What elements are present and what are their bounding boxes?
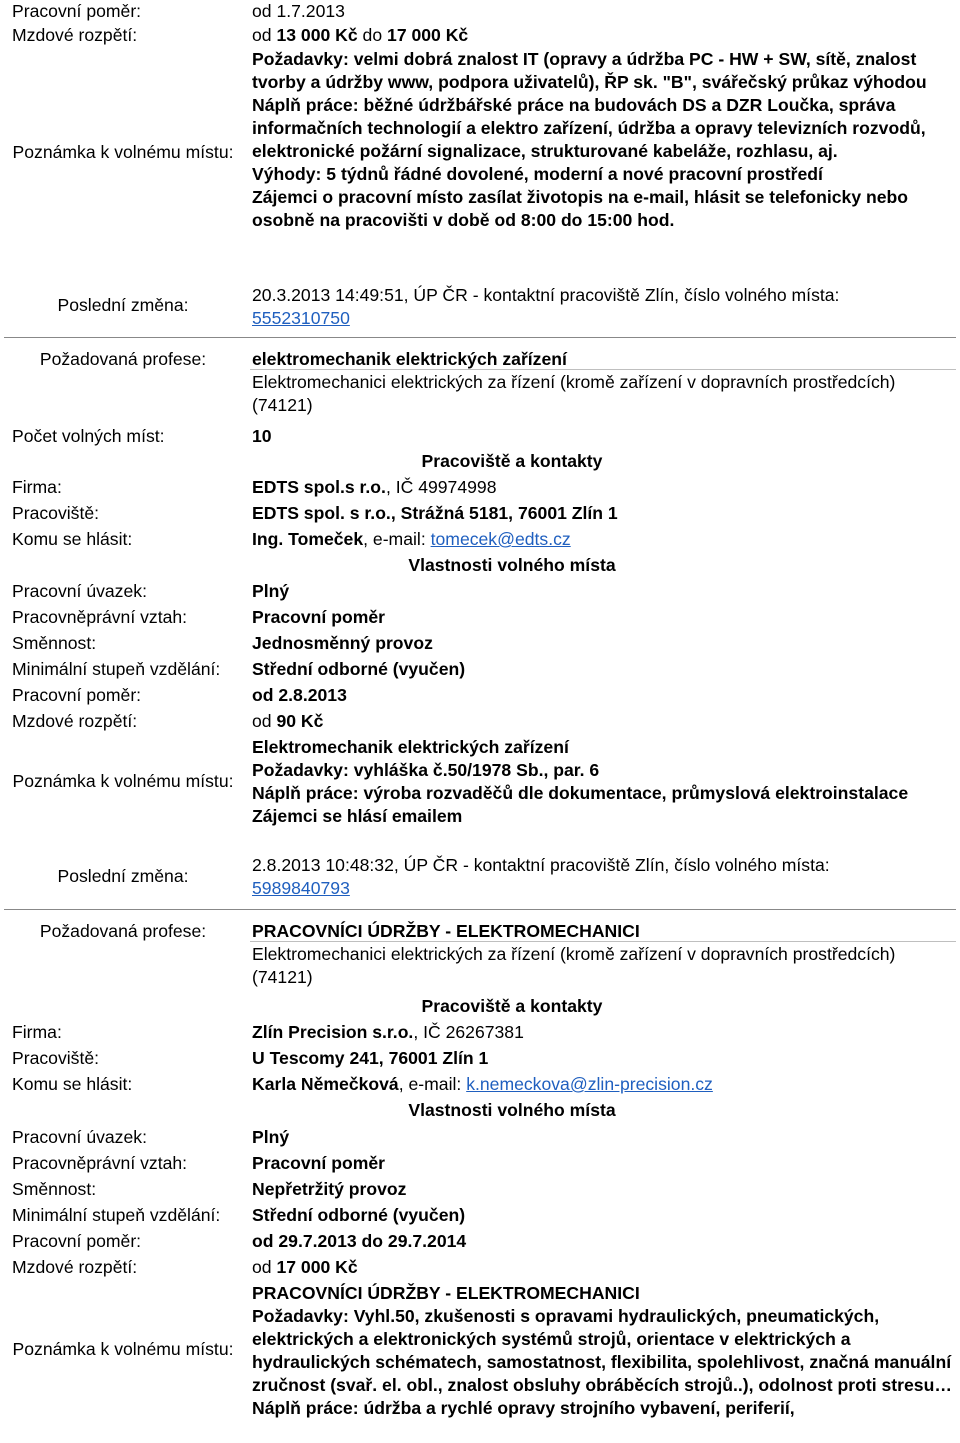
value-poznamka (252, 736, 952, 828)
poznamka-line: PRACOVNÍCI ÚDRŽBY - ELEKTROMECHANICI (252, 1283, 640, 1303)
value-pracovnepravni-vztah: Pracovní poměr (252, 607, 385, 627)
label-posledni-zmena: Poslední změna: (57, 295, 189, 315)
poznamka-line: Požadavky: vyhláška č.50/1978 Sb., par. 6 (252, 760, 600, 780)
label-komu-se-hlasit: Komu se hlásit: (12, 1074, 133, 1094)
poznamka-line: Náplň práce: výroba rozvaděčů dle dokumentace, průmyslová elektroinstalace (252, 783, 909, 803)
label-mzdove-rozpeti: Mzdové rozpětí: (12, 1257, 138, 1277)
value-poznamka (252, 48, 952, 232)
section-heading-vlastnosti: Vlastnosti volného místa (408, 555, 616, 575)
value-min-vzdelani: Střední odborné (vyučen) (252, 659, 466, 679)
value-poznamka (252, 1282, 952, 1420)
label-pracoviste: Pracoviště: (12, 503, 100, 523)
value-pocet-volnych-mist: 10 (252, 426, 272, 446)
email-link[interactable]: k.nemeckova@zlin-precision.cz (466, 1074, 713, 1094)
label-pracovnepravni-vztah: Pracovněprávní vztah: (12, 1153, 188, 1173)
section-heading-vlastnosti: Vlastnosti volného místa (408, 1100, 616, 1120)
value-profese: elektromechanik elektrických zařízení Elektromechanici elektrických za řízení (kromě zařízení v dopravních prostředcích) (74121) (252, 348, 952, 417)
label-pozadovana-profese: Požadovaná profese: (39, 921, 207, 941)
label-pracovni-uvazek: Pracovní úvazek: (12, 1127, 147, 1147)
label-min-vzdelani: Minimální stupeň vzdělání: (12, 1205, 221, 1225)
poznamka-line: Požadavky: Vyhl.50, zkušenosti s opravami hydraulických, pneumatických, elektrických a elektronických systémů strojů, orientace v elektrických a hydraulických schématech, samostatnost, flexibilita, spolehlivost, značná manuální zručnost (svař. el. obl., znalost obsluhy obráběcích strojů..), odolnost proti stresu… (252, 1306, 952, 1395)
label-min-vzdelani: Minimální stupeň vzdělání: (12, 659, 221, 679)
value-kontakt: Karla Němečková, e-mail: k.nemeckova@zlin-precision.cz (252, 1074, 713, 1094)
value-mzdove-rozpeti: od 17 000 Kč (252, 1257, 358, 1277)
value-pracoviste: U Tescomy 241, 76001 Zlín 1 (252, 1048, 489, 1068)
label-poznamka: Poznámka k volnému místu: (12, 771, 234, 791)
poznamka-napln: Náplň práce: běžné údržbářské práce na budovách DS a DZR Loučka, správa informačních technologií a elektro zařízení, údržba a opravy televizních rozvodů, elektronické požární signalizace, strukturované kabeláže, rozhlasu, aj. (252, 95, 926, 161)
section-heading-pracoviste: Pracoviště a kontakty (421, 996, 603, 1016)
label-pracovnepravni-vztah: Pracovněprávní vztah: (12, 607, 188, 627)
label-firma: Firma: (12, 1022, 62, 1042)
separator (4, 337, 956, 338)
label-pracovni-pomer: Pracovní poměr: (12, 1231, 142, 1251)
value-posledni-zmena: 20.3.2013 14:49:51, ÚP ČR - kontaktní pracoviště Zlín, číslo volného místa: 5552310750 (252, 285, 840, 328)
value-firma: EDTS spol.s r.o., IČ 49974998 (252, 477, 497, 497)
value-pracovni-pomer: od 29.7.2013 do 29.7.2014 (252, 1231, 467, 1251)
value-firma: Zlín Precision s.r.o., IČ 26267381 (252, 1022, 524, 1042)
label-posledni-zmena: Poslední změna: (57, 866, 189, 886)
label-smennost: Směnnost: (12, 633, 97, 653)
label-pracovni-pomer: Pracovní poměr: (12, 1, 142, 21)
label-pracovni-pomer: Pracovní poměr: (12, 685, 142, 705)
poznamka-vyhody: Výhody: 5 týdnů řádné dovolené, moderní a nové pracovní prostředí (252, 164, 823, 184)
section-heading-pracoviste: Pracoviště a kontakty (421, 451, 603, 471)
profese-popis: Elektromechanici elektrických za řízení (kromě zařízení v dopravních prostředcích) (74121) (252, 372, 896, 415)
job-number-link[interactable]: 5989840793 (252, 878, 350, 898)
label-mzdove-rozpeti: Mzdové rozpětí: (12, 25, 138, 45)
poznamka-line: Elektromechanik elektrických zařízení (252, 737, 569, 757)
value-pracovni-pomer: od 1.7.2013 (252, 1, 345, 21)
label-pracovni-uvazek: Pracovní úvazek: (12, 581, 147, 601)
label-smennost: Směnnost: (12, 1179, 97, 1199)
separator (4, 909, 956, 910)
poznamka-pozadavky: Požadavky: velmi dobrá znalost IT (opravy a údržba PC - HW + SW, sítě, znalost tvorby a údržby www, podpora uživatelů), ŘP sk. "B", svářečský průkaz výhodou (252, 49, 927, 92)
value-mzdove-rozpeti: od 13 000 Kč do 17 000 Kč (252, 25, 469, 45)
value-smennost: Jednosměnný provoz (252, 633, 433, 653)
value-pracovnepravni-vztah: Pracovní poměr (252, 1153, 385, 1173)
label-komu-se-hlasit: Komu se hlásit: (12, 529, 133, 549)
value-smennost: Nepřetržitý provoz (252, 1179, 407, 1199)
email-link[interactable]: tomecek@edts.cz (430, 529, 571, 549)
label-pocet-volnych-mist: Počet volných míst: (12, 426, 165, 446)
value-kontakt: Ing. Tomeček, e-mail: tomecek@edts.cz (252, 529, 571, 549)
value-mzdove-rozpeti: od 90 Kč (252, 711, 324, 731)
value-pracovni-pomer: od 2.8.2013 (252, 685, 347, 705)
label-pozadovana-profese: Požadovaná profese: (39, 349, 207, 369)
value-pracovni-uvazek: Plný (252, 1127, 290, 1147)
poznamka-zajemci: Zájemci o pracovní místo zasílat životopis na e-mail, hlásit se telefonicky nebo osobně na pracovišti v době od 8:00 do 15:00 hod. (252, 187, 909, 230)
label-mzdove-rozpeti: Mzdové rozpětí: (12, 711, 138, 731)
value-min-vzdelani: Střední odborné (vyučen) (252, 1205, 466, 1225)
value-pracovni-uvazek: Plný (252, 581, 290, 601)
label-pracoviste: Pracoviště: (12, 1048, 100, 1068)
profese-popis: Elektromechanici elektrických za řízení (kromě zařízení v dopravních prostředcích) (74121) (252, 944, 896, 987)
value-profese: PRACOVNÍCI ÚDRŽBY - ELEKTROMECHANICI Elektromechanici elektrických za řízení (kromě zařízení v dopravních prostředcích) (74121) (252, 920, 952, 989)
poznamka-line: Náplň práce: údržba a rychlé opravy strojního vybavení, periferií, (252, 1398, 795, 1418)
label-firma: Firma: (12, 477, 62, 497)
label-poznamka: Poznámka k volnému místu: (12, 1339, 234, 1359)
job-number-link[interactable]: 5552310750 (252, 308, 350, 328)
poznamka-line: Zájemci se hlásí emailem (252, 806, 463, 826)
label-poznamka: Poznámka k volnému místu: (12, 142, 234, 162)
value-posledni-zmena: 2.8.2013 10:48:32, ÚP ČR - kontaktní pracoviště Zlín, číslo volného místa: 5989840793 (252, 855, 830, 898)
value-pracoviste: EDTS spol. s r.o., Strážná 5181, 76001 Zlín 1 (252, 503, 618, 523)
